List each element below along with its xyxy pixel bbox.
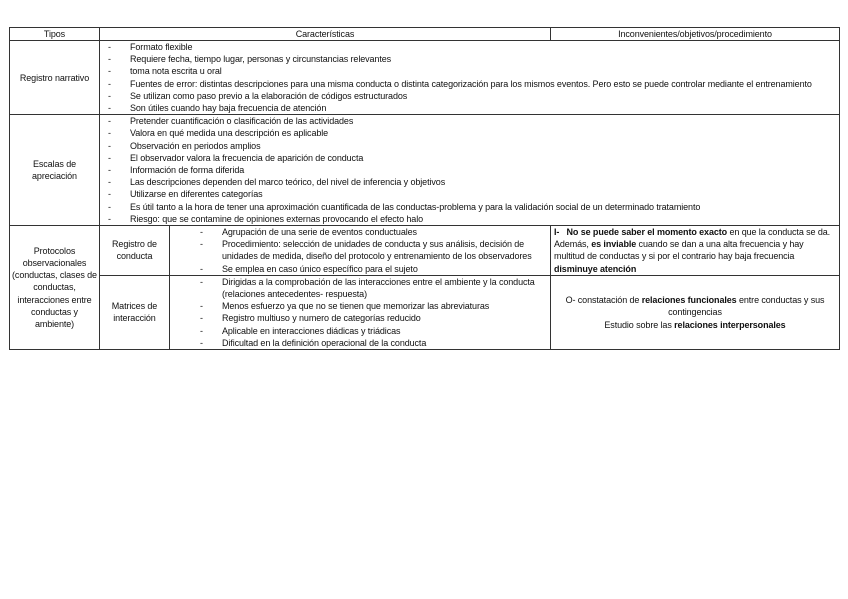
registro-conducta-list <box>170 226 550 275</box>
list-item: - Valora en qué medida una descripción es aplicable <box>108 128 329 139</box>
list-item: - Utilizarse en diferentes categorías <box>108 189 263 200</box>
list-item: - Agrupación de una serie de eventos conductuales <box>200 227 417 238</box>
registro-narrativo-list <box>100 41 839 114</box>
list-item: - Se utilizan como paso previo a la elaboración de códigos estructurados <box>108 90 408 101</box>
list-item: - Dificultad en la definición operacional de la conducta <box>200 337 427 348</box>
registro-conducta-inconvenientes: I- No se puede saber el momento exacto en que la conducta se da. Además, es inviable cuando se dan a una alta frecuencia y hay multitud de conductas y si por el contrario hay baja frecuencia disminuye atención <box>551 226 840 276</box>
list-item: - Pretender cuantificación o clasificación de las actividades <box>108 116 354 127</box>
header-row <box>10 28 840 41</box>
row-matrices <box>10 275 840 349</box>
tipo-protocolos: Protocolos observacionales (conductas, clases de conductas, interacciones entre conductas y ambiente) <box>10 226 100 350</box>
registro-conducta-list-cell <box>170 226 551 276</box>
list-item: - Aplicable en interacciones diádicas y triádicas <box>200 325 401 336</box>
list-item: - Menos esfuerzo ya que no se tienen que memorizar las abreviaturas <box>200 301 490 312</box>
row-registro-narrativo <box>10 41 840 115</box>
list-item: - Las descripciones dependen del marco teórico, del nivel de inferencia y objetivos <box>108 177 446 188</box>
list-item: - Son útiles cuando hay baja frecuencia de atención <box>108 103 327 114</box>
matrices-list-cell <box>170 275 551 349</box>
list-item: - Dirigidas a la comprobación de las interacciones entre el ambiente y la conducta (relaciones antecedentes- respuesta) <box>200 276 535 300</box>
tipo-escalas: Escalas de apreciación <box>10 115 100 226</box>
escalas-list <box>100 115 839 225</box>
list-item: - Fuentes de error: distintas descripciones para una misma conducta o distinta categorización para los mismos eventos. Pero esto se puede controlar mediante el entrenamiento <box>108 78 812 89</box>
tipo-registro-narrativo: Registro narrativo <box>10 41 100 115</box>
row-registro-conducta <box>10 226 840 276</box>
matrices-inconvenientes: O- constatación de relaciones funcionales entre conductas y sus contingencias Estudio sobre las relaciones interpersonales <box>551 275 840 349</box>
registro-narrativo-list-cell <box>100 41 840 115</box>
list-item: - Información de forma diferida <box>108 165 245 176</box>
escalas-list-cell <box>100 115 840 226</box>
summary-table <box>9 27 840 350</box>
list-item: - Requiere fecha, tiempo lugar, personas y circunstancias relevantes <box>108 54 392 65</box>
list-item: - Procedimiento: selección de unidades de conducta y sus análisis, decisión de unidades de medida, diseño del protocolo y entrenamiento de los observadores <box>200 239 532 262</box>
header-tipos: Tipos <box>10 28 100 41</box>
list-item: - Observación en periodos amplios <box>108 140 261 151</box>
sub-registro-conducta: Registro de conducta <box>100 226 170 276</box>
list-item: - Se emplea en caso único específico para el sujeto <box>200 263 418 274</box>
matrices-list <box>170 276 550 349</box>
header-caracteristicas: Características <box>100 28 551 41</box>
list-item: - Formato flexible <box>108 42 193 52</box>
list-item: - Riesgo: que se contamine de opiniones externas provocando el efecto halo <box>108 213 423 224</box>
list-item: - Es útil tanto a la hora de tener una aproximación cuantificada de las conductas-problema y para la validación social de un determinado tratamiento <box>108 201 701 212</box>
list-item: - Registro multiuso y numero de categorías reducido <box>200 313 421 324</box>
header-inconvenientes: Inconvenientes/objetivos/procedimiento <box>551 28 840 41</box>
list-item: - El observador valora la frecuencia de aparición de conducta <box>108 152 364 163</box>
sub-matrices: Matrices de interacción <box>100 275 170 349</box>
list-item: - toma nota escrita u oral <box>108 66 222 77</box>
row-escalas <box>10 115 840 226</box>
